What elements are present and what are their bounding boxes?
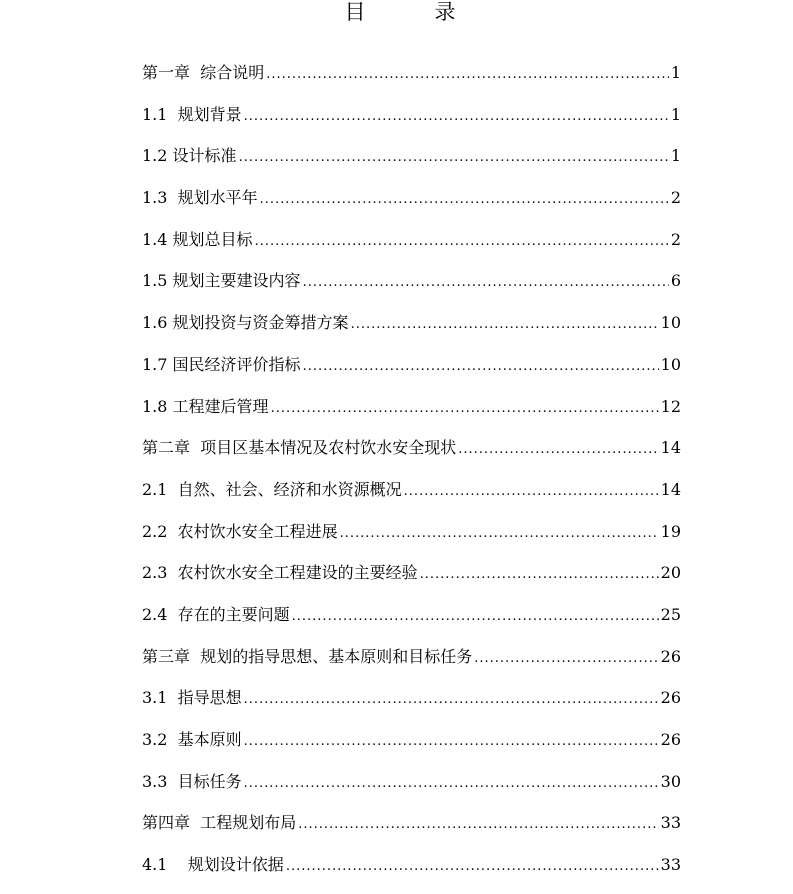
toc-entry-title: 基本原则 — [177, 730, 242, 749]
toc-entry-gap — [167, 605, 177, 624]
toc-entry-number: 2.2 — [142, 521, 168, 541]
toc-entry[interactable] — [142, 727, 681, 769]
toc-entry-number: 1.2 — [142, 146, 168, 166]
toc-leader-dots — [298, 812, 658, 838]
toc-entry-label — [142, 310, 349, 336]
toc-entry-title: 自然、社会、经济和水资源概况 — [177, 479, 402, 499]
toc-entry-title: 工程规划布局 — [200, 813, 297, 833]
toc-entry-page: 14 — [660, 438, 681, 458]
toc-entry-label — [142, 394, 269, 420]
toc-entry[interactable] — [142, 185, 681, 227]
toc-entry-page: 1 — [670, 104, 681, 124]
toc-entry-gap — [167, 772, 177, 791]
toc-leader-dots — [458, 437, 658, 463]
toc-entry-number: 1.1 — [142, 104, 168, 124]
toc-entry[interactable] — [142, 477, 681, 519]
toc-entry-label — [142, 852, 284, 878]
toc-leader-dots — [260, 187, 669, 213]
toc-leader-dots — [244, 771, 659, 797]
toc-entry-gap — [167, 188, 177, 207]
toc-entry[interactable] — [142, 143, 681, 185]
toc-entry-gap — [167, 730, 177, 749]
toc-entry-gap — [167, 563, 177, 582]
toc-entry[interactable] — [142, 435, 681, 477]
toc-entry-number: 1.5 — [142, 271, 168, 291]
toc-entry-number: 1.7 — [142, 354, 168, 374]
toc-leader-dots — [266, 62, 669, 88]
toc-entry-gap — [190, 647, 200, 666]
toc-entry-page: 2 — [670, 229, 681, 249]
toc-entry-title: 目标任务 — [177, 771, 242, 791]
toc-entry[interactable] — [142, 810, 681, 852]
toc-entry-title: 存在的主要问题 — [177, 604, 290, 624]
toc-entry[interactable] — [142, 519, 681, 561]
toc-entry-label — [142, 644, 472, 670]
toc-entry-label — [142, 477, 402, 503]
toc-entry-number: 第一章 — [142, 63, 191, 82]
toc-entry-title: 规划的指导思想、基本原则和目标任务 — [200, 646, 473, 666]
toc-entry-page: 26 — [660, 688, 681, 708]
toc-leader-dots — [239, 145, 669, 171]
toc-entry-label — [142, 602, 290, 628]
toc-entry-page: 6 — [670, 271, 681, 291]
toc-entry-page: 33 — [660, 855, 681, 875]
toc-leader-dots — [351, 312, 659, 338]
toc-entry-number: 1.8 — [142, 396, 168, 416]
toc-entry-label — [142, 60, 264, 86]
toc-entry-gap — [167, 522, 177, 541]
toc-entry-page: 10 — [660, 313, 681, 333]
toc-entry[interactable] — [142, 644, 681, 686]
toc-leader-dots — [271, 396, 659, 422]
toc-entry-page: 33 — [660, 813, 681, 833]
toc-entry-number: 1.6 — [142, 313, 168, 333]
toc-entry-page: 26 — [660, 730, 681, 749]
toc-entry-label — [142, 810, 296, 836]
toc-entry-page: 14 — [660, 479, 681, 499]
toc-entry-label — [142, 352, 301, 378]
toc-entry[interactable] — [142, 102, 681, 144]
toc-entry-title: 规划主要建设内容 — [172, 271, 301, 291]
toc-entry-title: 规划投资与资金筹措方案 — [172, 313, 349, 333]
toc-entry-title: 规划设计依据 — [187, 855, 284, 875]
toc-entry-number: 1.4 — [142, 229, 168, 249]
toc-leader-dots — [404, 479, 659, 505]
toc-entry[interactable] — [142, 769, 681, 811]
toc-entry-page: 10 — [660, 354, 681, 374]
toc-entry-number: 第三章 — [142, 646, 191, 666]
toc-entry[interactable] — [142, 60, 681, 102]
toc-entry-gap — [190, 813, 200, 832]
toc-leader-dots — [244, 104, 669, 130]
toc-entry-number: 2.4 — [142, 604, 168, 624]
toc-leader-dots — [292, 604, 659, 630]
toc-entry-number: 第二章 — [142, 438, 191, 458]
toc-leader-dots — [303, 270, 669, 296]
toc-entry-label — [142, 560, 418, 586]
table-of-contents — [142, 60, 681, 894]
toc-entry-title: 规划水平年 — [177, 188, 258, 208]
toc-entry[interactable] — [142, 394, 681, 436]
toc-leader-dots — [244, 729, 659, 755]
toc-entry-title: 农村饮水安全工程建设的主要经验 — [177, 563, 418, 583]
toc-entry-page: 2 — [670, 188, 681, 208]
toc-entry-label — [142, 519, 338, 545]
toc-entry-label — [142, 227, 253, 253]
toc-entry[interactable] — [142, 310, 681, 352]
toc-entry-gap — [190, 63, 200, 82]
toc-leader-dots — [474, 646, 658, 672]
toc-entry-number: 3.1 — [142, 688, 168, 708]
toc-entry-page: 26 — [660, 646, 681, 666]
toc-entry-title: 规划总目标 — [172, 229, 253, 249]
toc-entry-label — [142, 268, 301, 294]
toc-entry[interactable] — [142, 852, 681, 894]
toc-entry-gap — [167, 855, 187, 874]
toc-entry-title: 国民经济评价指标 — [172, 354, 301, 374]
toc-entry-gap — [190, 438, 200, 457]
toc-entry-number: 3.2 — [142, 730, 168, 749]
toc-leader-dots — [286, 854, 659, 880]
toc-entry-number: 第四章 — [142, 813, 191, 833]
toc-entry-gap — [167, 480, 177, 499]
toc-entry[interactable] — [142, 685, 681, 727]
toc-entry-number: 1.3 — [142, 188, 168, 208]
toc-entry[interactable] — [142, 602, 681, 644]
toc-entry[interactable] — [142, 352, 681, 394]
toc-entry-title: 设计标准 — [172, 146, 237, 166]
toc-entry-title: 规划背景 — [177, 104, 242, 124]
toc-leader-dots — [303, 354, 659, 380]
toc-entry-title: 农村饮水安全工程进展 — [177, 521, 338, 541]
toc-entry-label — [142, 102, 242, 128]
toc-entry-number: 2.1 — [142, 479, 168, 499]
toc-entry-number: 4.1 — [142, 855, 168, 875]
toc-entry-label — [142, 727, 242, 753]
page-title: 目 录 — [344, 0, 480, 24]
toc-entry-page: 20 — [660, 563, 681, 583]
toc-entry-page: 1 — [670, 146, 681, 166]
toc-entry-page: 30 — [660, 771, 681, 791]
toc-entry-label — [142, 685, 242, 711]
toc-leader-dots — [340, 521, 659, 547]
toc-entry[interactable] — [142, 227, 681, 269]
toc-entry-label — [142, 185, 258, 211]
toc-entry-label — [142, 435, 456, 461]
toc-entry-number: 2.3 — [142, 563, 168, 583]
toc-leader-dots — [255, 229, 669, 255]
toc-entry-title: 指导思想 — [177, 688, 242, 708]
toc-entry-label — [142, 769, 242, 795]
toc-entry-page: 12 — [660, 396, 681, 416]
toc-entry-page: 19 — [660, 521, 681, 541]
toc-entry-gap — [167, 688, 177, 707]
toc-leader-dots — [244, 687, 659, 713]
toc-leader-dots — [420, 562, 659, 588]
toc-entry[interactable] — [142, 268, 681, 310]
toc-entry[interactable] — [142, 560, 681, 602]
toc-entry-number: 3.3 — [142, 771, 168, 791]
toc-entry-page: 1 — [670, 63, 681, 82]
toc-entry-label — [142, 143, 237, 169]
toc-entry-title: 工程建后管理 — [172, 396, 269, 416]
toc-entry-gap — [167, 105, 177, 124]
toc-entry-title: 项目区基本情况及农村饮水安全现状 — [200, 438, 457, 458]
toc-entry-page: 25 — [660, 604, 681, 624]
toc-entry-title: 综合说明 — [200, 63, 265, 82]
